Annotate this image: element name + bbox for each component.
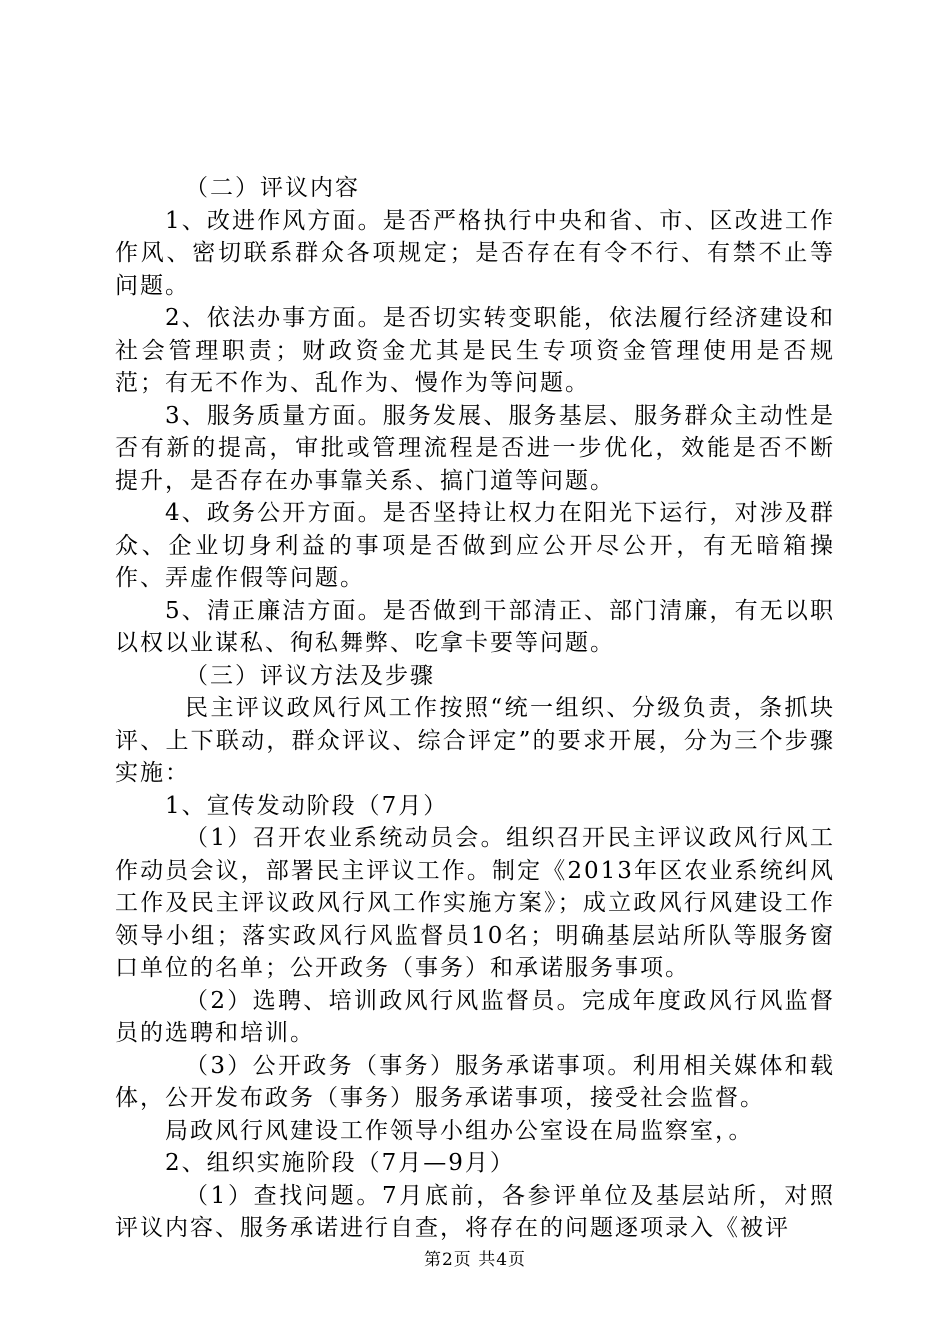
paragraph: （三）评议方法及步骤 <box>185 662 435 689</box>
paragraph: （3）公开政务（事务）服务承诺事项。利用相关媒体和载体，公开发布政务（事务）服务承诺事项，接受社会监督。 <box>115 1052 835 1111</box>
paragraph: 民主评议政风行风工作按照“统一组织、分级负责，条抓块评、上下联动，群众评议、综合评定”的要求开展，分为三个步骤实施： <box>115 695 835 786</box>
paragraph: （2）选聘、培训政风行风监督员。完成年度政风行风监督员的选聘和培训。 <box>115 987 835 1046</box>
paragraph: （1）查找问题。7月底前，各参评单位及基层站所，对照评议内容、服务承诺进行自查，将存在的问题逐项录入《被评 <box>115 1182 835 1241</box>
document-body <box>115 172 835 1245</box>
paragraph: 3、服务质量方面。服务发展、服务基层、服务群众主动性是否有新的提高，审批或管理流程是否进一步优化，效能是否不断提升，是否存在办事靠关系、搞门道等问题。 <box>115 402 835 494</box>
paragraph: 2、依法办事方面。是否切实转变职能，依法履行经济建设和社会管理职责；财政资金尤其是民生专项资金管理使用是否规范；有无不作为、乱作为、慢作为等问题。 <box>115 305 835 396</box>
paragraph: 2、组织实施阶段（7月—9月） <box>165 1150 515 1176</box>
paragraph: 5、清正廉洁方面。是否做到干部清正、部门清廉，有无以职以权以业谋私、徇私舞弊、吃拿卡要等问题。 <box>115 597 835 656</box>
page-footer: 第2页 共4页 <box>423 1250 527 1270</box>
paragraph: 4、政务公开方面。是否坚持让权力在阳光下运行，对涉及群众、企业切身利益的事项是否做到应公开尽公开，有无暗箱操作、弄虚作假等问题。 <box>115 500 835 591</box>
paragraph: 局政风行风建设工作领导小组办公室设在局监察室，。 <box>165 1117 754 1144</box>
paragraph: 1、宣传发动阶段（7月） <box>165 792 449 819</box>
paragraph: （1）召开农业系统动员会。组织召开民主评议政风行风工作动员会议，部署民主评议工作。制定《2013年区农业系统纠风工作及民主评议政风行风工作实施方案》；成立政风行风建设工作领导小组；落实政风行风监督员10名；明确基层站所队等服务窗口单位的名单；公开政务（事务）和承诺服务事项。 <box>115 825 835 981</box>
paragraph: 1、改进作风方面。是否严格执行中央和省、市、区改进工作作风、密切联系群众各项规定；是否存在有令不行、有禁不止等问题。 <box>115 207 835 299</box>
paragraph: （二）评议内容 <box>185 175 360 201</box>
